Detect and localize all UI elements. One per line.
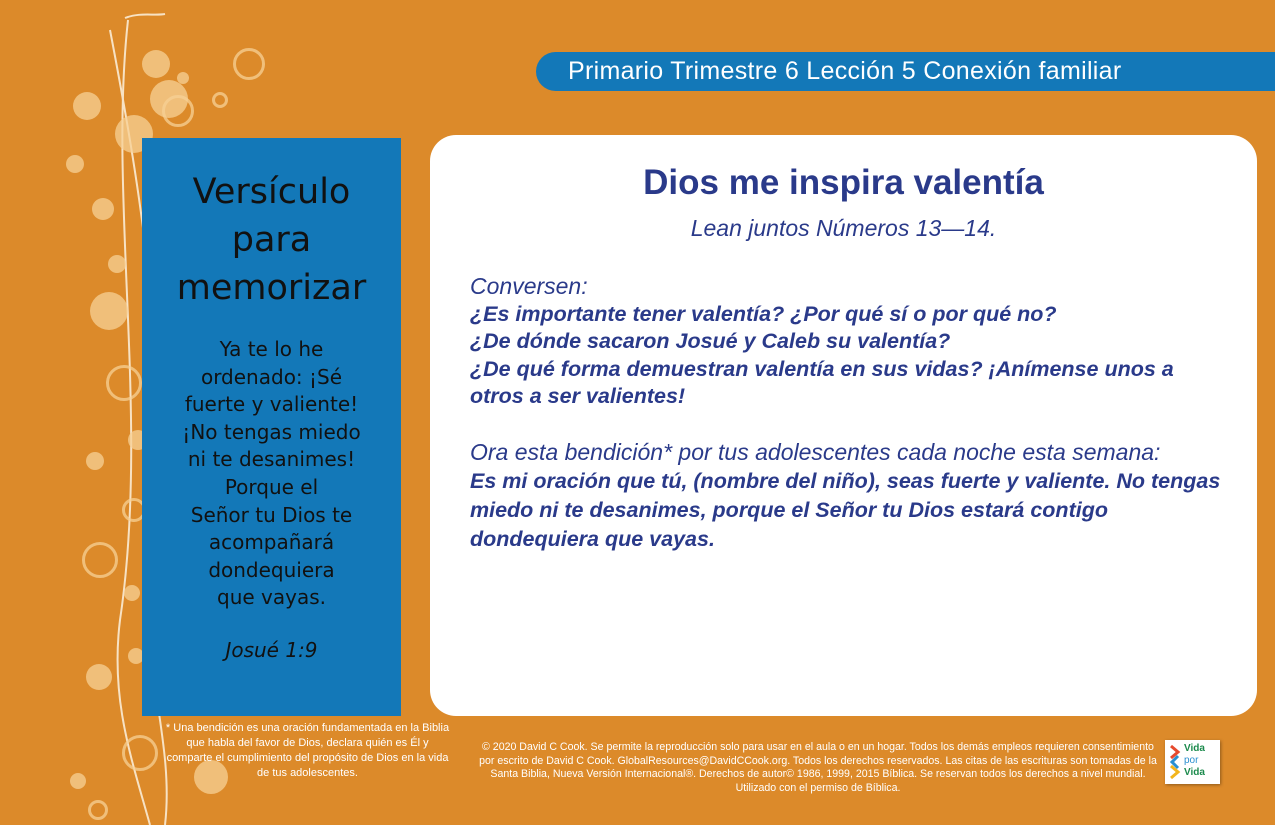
verse-line: Porque el [224,474,319,499]
blessing-footnote: * Una bendición es una oración fundamentada en la Biblia que habla del favor de Dios, declara quién es Él y comparte el cumplimiento del propósito de Dios en la vida de tus adolescentes. [165,722,450,779]
discussion-question: ¿De dónde sacaron Josué y Caleb su valentía? [470,329,951,353]
header-tab [536,52,1275,91]
lesson-subtitle: Lean juntos Números 13—14. [690,215,997,241]
prayer-section [470,438,1230,554]
verse-line: ¡No tengas miedo [182,419,361,444]
header-title: Primario Trimestre 6 Lección 5 Conexión familiar [568,57,1122,85]
vida-por-vida-logo [1165,740,1220,784]
logo-line: Vida [1184,743,1205,754]
copyright-notice: © 2020 David C Cook. Se permite la reproducción solo para usar en el aula o en un hogar. Todos los demás empleos requieren consentimiento por escrito de David C Cook. GlobalResources@DavidCCook.org. Todos los derechos reservados. Las citas de las escrituras son tomadas de la Santa Biblia, Nueva Versión Internacional®. Derechos de autor© 1986, 1999, 2015 Bíblica. Se reservan todos los derechos a nivel mundial. Utilizado con el permiso de Bíblica. [479,741,1157,794]
memory-verse-heading [142,168,401,312]
logo-wordmark [1184,743,1218,779]
verse-line: Ya te lo he [219,337,324,361]
heading-line: memorizar [176,268,367,308]
prayer-intro: Ora esta bendición* por tus adolescentes cada noche esta semana: [470,439,1161,465]
lesson-title: Dios me inspira valentía [643,163,1044,202]
lesson-card [430,135,1257,716]
heading-line: para [231,220,312,260]
verse-line: fuerte y valiente! [184,392,359,417]
verse-line: acompañará [208,530,335,555]
verse-line: ordenado: ¡Sé [200,364,343,389]
memory-verse-panel [142,138,401,716]
memory-verse-text [152,336,391,612]
discussion-heading: Conversen: [470,273,588,299]
memory-verse-reference: Josué 1:9 [225,638,318,662]
verse-line: Señor tu Dios te [190,502,353,527]
heading-line: Versículo [192,172,351,212]
logo-mark-icon [1169,744,1181,780]
verse-line: ni te desanimes! [187,447,356,472]
verse-line: dondequiera [208,557,335,582]
prayer-text: Es mi oración que tú, (nombre del niño), seas fuerte y valiente. No tengas miedo ni te desanimes, porque el Señor tu Dios estará contigo dondequiera que vayas. [470,469,1221,551]
discussion-question: ¿Es importante tener valentía? ¿Por qué sí o por qué no? [470,301,1057,326]
logo-line: por [1184,755,1199,766]
discussion-question: ¿De qué forma demuestran valentía en sus vidas? ¡Anímense unos a otros a ser valientes! [470,356,1174,408]
logo-line: Vida [1184,767,1205,778]
discussion-section [470,273,1230,411]
verse-line: que vayas. [217,585,326,610]
